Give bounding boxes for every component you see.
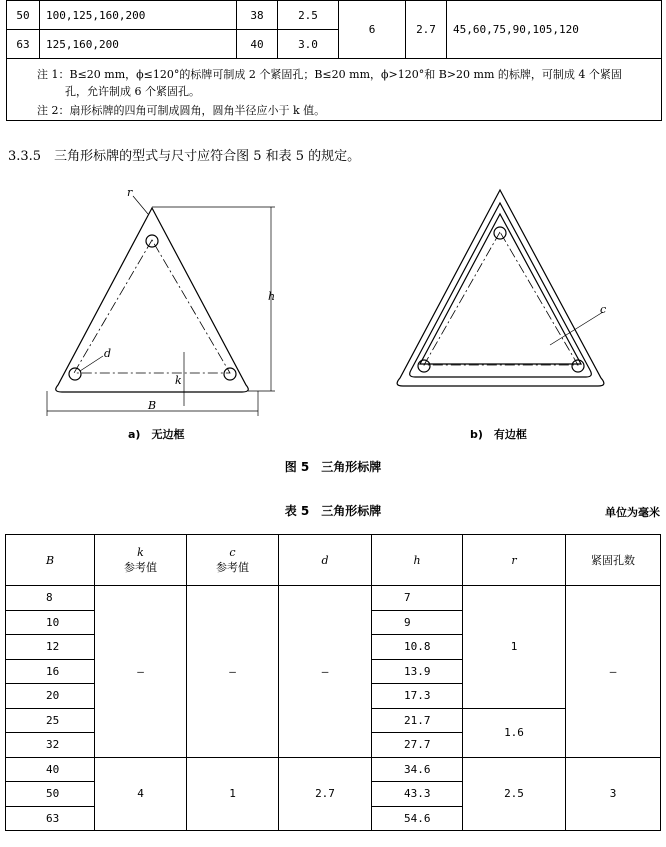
hole-top-a (146, 235, 158, 247)
cell-B: 12 (6, 635, 95, 660)
hole-right-b (572, 360, 584, 372)
cell-list: 125,160,200 (40, 30, 237, 59)
cell-h: 54.6 (372, 806, 463, 831)
cell-c2: 3.0 (278, 30, 339, 59)
label-k: k (175, 374, 182, 387)
cell-h: 13.9 (372, 659, 463, 684)
cell-B: 40 (6, 757, 95, 782)
caption-a: a) 无边框 (128, 428, 185, 441)
label-d: d (104, 347, 112, 360)
cell-h: 10.8 (372, 635, 463, 660)
header-r: r (463, 535, 566, 586)
cell-r: 1.6 (463, 708, 566, 757)
cell-B: 25 (6, 708, 95, 733)
triangle-inner-b (420, 214, 581, 364)
cell-B: 8 (6, 586, 95, 611)
cell-c1: 40 (237, 30, 278, 59)
caption-b: b) 有边框 (470, 428, 527, 441)
hole-centerline-b (424, 232, 578, 365)
cell-B: 16 (6, 659, 95, 684)
cell-h: 7 (372, 586, 463, 611)
cell-b: 50 (7, 1, 40, 30)
cell-k-dash: — (95, 586, 187, 758)
hole-left-b (418, 360, 430, 372)
cell-B: 63 (6, 806, 95, 831)
cell-B: 10 (6, 610, 95, 635)
cell-merged3: 45,60,75,90,105,120 (447, 1, 662, 59)
cell-h: 21.7 (372, 708, 463, 733)
cell-h: 27.7 (372, 733, 463, 758)
cell-c1: 38 (237, 1, 278, 30)
cell-h: 17.3 (372, 684, 463, 709)
header-d: d (279, 535, 372, 586)
header-h: h (372, 535, 463, 586)
cell-B: 32 (6, 733, 95, 758)
table-header-row (6, 535, 661, 586)
cell-c: 1 (187, 757, 279, 831)
cell-merged2: 2.7 (406, 1, 447, 59)
cell-b: 63 (7, 30, 40, 59)
cell-B: 50 (6, 782, 95, 807)
note-2: 注 2：扇形标牌的四角可制成圆角，圆角半径应小于 k 值。 (37, 104, 326, 117)
figure-title: 图 5 三角形标牌 (284, 460, 382, 474)
cell-h: 34.6 (372, 757, 463, 782)
header-k: k 参考值 (95, 535, 187, 586)
hole-left-a (69, 368, 81, 380)
header-c: c 参考值 (187, 535, 279, 586)
triangle-border-b (410, 203, 592, 377)
hole-top-b (494, 227, 506, 239)
cell-k: 4 (95, 757, 187, 831)
cell-r: 1 (463, 586, 566, 709)
cell-holes-dash: — (566, 586, 661, 758)
header-B: B (6, 535, 95, 586)
table-5 (5, 534, 661, 831)
cell-c2: 2.5 (278, 1, 339, 30)
table-row (6, 757, 661, 782)
cell-list: 100,125,160,200 (40, 1, 237, 30)
cell-merged1: 6 (339, 1, 406, 59)
unit-label: 单位为毫米 (605, 506, 660, 519)
cell-d-dash: — (279, 586, 372, 758)
cell-holes: 3 (566, 757, 661, 831)
hole-right-a (224, 368, 236, 380)
triangle-outline-b (397, 190, 607, 386)
cell-r: 2.5 (463, 757, 566, 831)
cell-h: 43.3 (372, 782, 463, 807)
label-c: c (600, 303, 607, 316)
cell-h: 9 (372, 610, 463, 635)
label-B: B (148, 399, 157, 412)
label-h: h (268, 290, 276, 303)
header-holes: 紧固孔数 (566, 535, 661, 586)
cell-c-dash: — (187, 586, 279, 758)
triangle-outline-a (56, 208, 249, 392)
table-title: 表 5 三角形标牌 (284, 504, 382, 518)
hole-centerline-a (74, 240, 230, 373)
table-row (6, 586, 661, 611)
cell-d: 2.7 (279, 757, 372, 831)
label-r: r (127, 186, 133, 199)
cell-B: 20 (6, 684, 95, 709)
section-3-3-5: 3.3.5 三角形标牌的型式与尺寸应符合图 5 和表 5 的规定。 (8, 149, 361, 164)
note-1-line-2: 孔，允许制成 6 个紧固孔。 (65, 85, 200, 98)
note-1-line-1: 注 1：B≤20 mm，ϕ≤120°的标牌可制成 2 个紧固孔；B≤20 mm，ϕ>120°和 B>20 mm 的标牌，可制成 4 个紧固 (37, 68, 622, 81)
